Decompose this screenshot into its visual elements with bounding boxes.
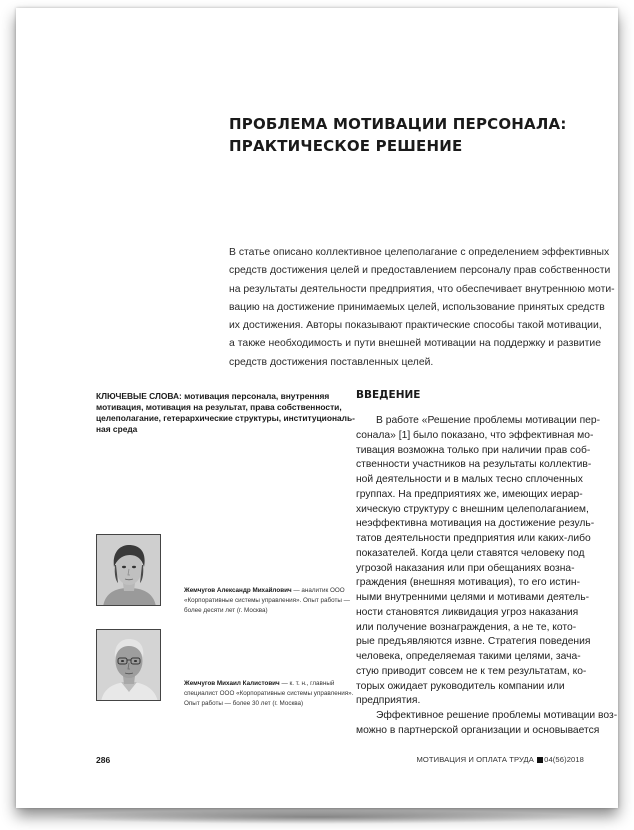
- abstract-line: средств достижения поставленных целей.: [229, 356, 434, 368]
- author-bio-line: [184, 679, 349, 689]
- journal-name: МОТИВАЦИЯ И ОПЛАТА ТРУДА: [416, 755, 534, 764]
- author-bio-1: [184, 586, 349, 616]
- body-line: ности становятся ликвидация угроз наказания: [356, 606, 579, 618]
- keywords-line: КЛЮЧЕВЫЕ СЛОВА: мотивация персонала, внутренняя: [96, 391, 330, 401]
- article-abstract: [229, 244, 615, 372]
- magazine-page: [16, 8, 618, 808]
- author-bio-2: [184, 679, 354, 709]
- abstract-line: вацию на достижение принимаемых целей, использование принятых средств: [229, 301, 605, 313]
- abstract-line: на результаты деятельности предприятия, что обеспечивает внутреннюю моти-: [229, 283, 615, 295]
- body-line: группах. На предприятиях же, имеющих иерар-: [356, 488, 583, 500]
- body-line: рые предъявляются извне. Стратегия поведения: [356, 636, 591, 648]
- abstract-line: их достижения. Авторы показывают практические способы такой мотивации,: [229, 320, 602, 332]
- author-name: Жемчугов Александр Михайлович: [184, 587, 292, 594]
- body-line: граждения (внешняя мотивация), то его истин-: [356, 577, 580, 589]
- author-role: — аналитик ООО: [291, 587, 345, 594]
- body-line: показателей. Когда цели ставятся человеку под: [356, 547, 585, 559]
- author-name: Жемчугов Михаил Калистович: [184, 680, 280, 687]
- title-line: ПРАКТИЧЕСКОЕ РЕШЕНИЕ: [229, 137, 463, 155]
- section-heading: ВВЕДЕНИЕ: [356, 389, 421, 401]
- body-line: неэффективна мотивация на достижение резуль-: [356, 518, 595, 530]
- abstract-line: средств достижения целей и предоставлением персоналу прав собственности: [229, 265, 611, 277]
- title-line: ПРОБЛЕМА МОТИВАЦИИ ПЕРСОНАЛА:: [229, 115, 567, 133]
- author-role: — к. т. н., главный: [279, 680, 335, 687]
- body-line: угрозой наказания или при обещаниях возна-: [356, 562, 575, 574]
- author-bio-line: специалист ООО «Корпоративные системы управления».: [184, 690, 354, 697]
- author-bio-line: Опыт работы — более 30 лет (г. Москва): [184, 700, 304, 707]
- journal-issue: 04(56)2018: [544, 755, 584, 764]
- body-line: предприятия.: [356, 695, 421, 707]
- body-line: ными внутренними целями и мотивами деятель-: [356, 592, 590, 603]
- article-body: [356, 414, 618, 739]
- body-line: татов деятельности предприятия или каких-либо: [356, 533, 591, 544]
- body-line: или получение вознаграждения, а не те, кото-: [356, 621, 577, 633]
- body-line: В работе «Решение проблемы мотивации пер-: [376, 415, 601, 426]
- body-line: человека, определяемая такими целями, зача-: [356, 651, 581, 662]
- keywords-line: ная среда: [96, 424, 138, 434]
- keywords-block: [96, 391, 355, 435]
- article-title: [229, 113, 599, 157]
- body-line: Эффективное решение проблемы мотивации воз-: [376, 710, 618, 721]
- body-line: торых ожидает руководитель компании или: [356, 680, 565, 692]
- body-line: хическую структуру с внешним целеполаганием,: [356, 503, 589, 515]
- body-line: тивация возможна только при наличии прав соб-: [356, 444, 591, 456]
- body-line: сонала» [1] было показано, что эффективная мо-: [356, 429, 594, 441]
- body-line: можно в партнерской организации и основывается: [356, 724, 600, 736]
- journal-footer: [416, 755, 584, 764]
- author-bio-line: более десяти лет (г. Москва): [184, 607, 268, 614]
- abstract-line: В статье описано коллективное целеполагание с определением эффективных: [229, 247, 610, 258]
- author-bio-line: [184, 586, 349, 596]
- square-bullet-icon: [537, 757, 543, 763]
- abstract-line: а также необходимость и пути внешней мотивации на поддержку и развитие: [229, 338, 601, 350]
- author-photo-senior: [96, 629, 161, 701]
- author-bio-line: «Корпоративные системы управления». Опыт работы —: [184, 597, 350, 604]
- author-photo-young: [96, 534, 161, 606]
- keywords-line: целеполагание, гетерархические структуры, институциональ-: [96, 413, 355, 423]
- body-line: ной деятельности и в малых тесно сплоченных: [356, 474, 583, 485]
- body-line: стую приводит совсем не к тем результатам, ко-: [356, 665, 587, 677]
- body-line: ственности участников на результаты коллектив-: [356, 459, 592, 471]
- page-number: 286: [96, 755, 111, 765]
- keywords-line: мотивация, мотивация на результат, права собственности,: [96, 402, 342, 412]
